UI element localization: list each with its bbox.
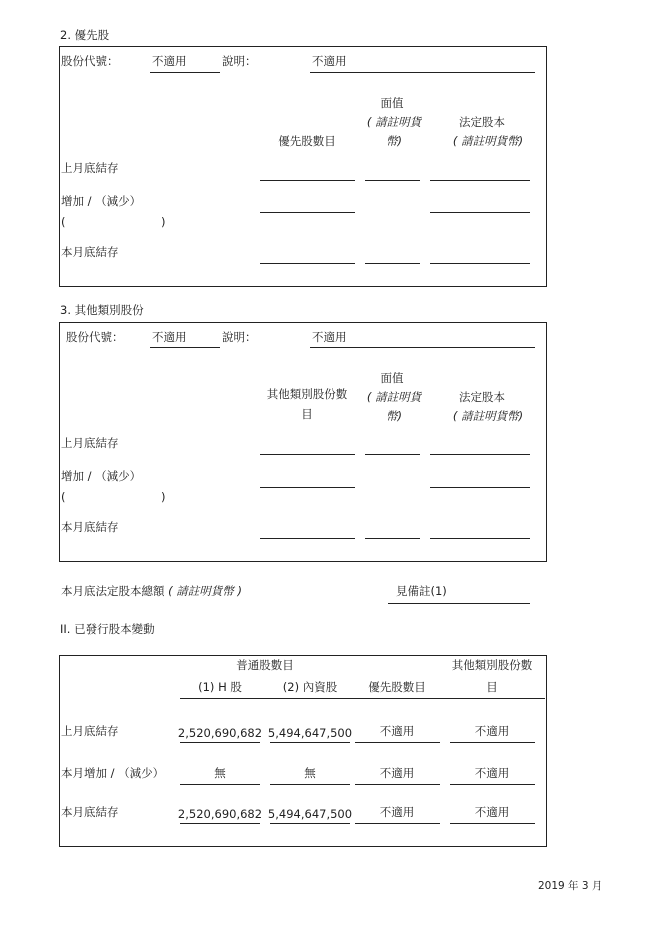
underline	[180, 784, 260, 785]
cell-h: 無	[214, 766, 226, 780]
cell-domestic: 5,494,647,500	[267, 726, 353, 740]
underline	[450, 784, 535, 785]
row-prev-balance: 上月底結存	[61, 161, 119, 175]
underline	[310, 72, 535, 73]
underline	[365, 180, 420, 181]
col-authorised-capital: 法定股本	[459, 115, 505, 129]
underline	[260, 538, 355, 539]
underline	[270, 784, 350, 785]
underline	[365, 538, 420, 539]
underline	[430, 263, 530, 264]
underline	[270, 742, 350, 743]
underline	[260, 487, 355, 488]
row-change: 增加 / （減少）	[61, 469, 142, 483]
underline	[450, 742, 535, 743]
total-authorised-label	[61, 584, 242, 598]
cell-other: 不適用	[474, 724, 510, 738]
col-other-shares: 目	[486, 680, 498, 694]
underline	[430, 538, 530, 539]
underline	[260, 180, 355, 181]
row-end-balance: 本月底結存	[61, 520, 119, 534]
col-preferred-shares: 優先股數目	[368, 680, 426, 694]
cell-other: 不適用	[474, 766, 510, 780]
col-other-shares: 其他類別股份數	[266, 387, 348, 401]
cell-preferred: 不適用	[379, 766, 415, 780]
total-note: ( 請註明貨幣 )	[168, 584, 242, 598]
underline	[430, 454, 530, 455]
col-par-note: ( 請註明貨	[366, 390, 422, 404]
underline	[388, 603, 530, 604]
col-authorised-capital: 法定股本	[459, 390, 505, 404]
underline	[270, 823, 350, 824]
paren-close: )	[161, 215, 166, 229]
underline	[180, 823, 260, 824]
col-group-ordinary: 普通股數目	[236, 658, 294, 672]
row-label: 上月底結存	[61, 724, 119, 738]
row-end-balance: 本月底結存	[61, 245, 119, 259]
stock-code-label: 股份代號：	[61, 54, 119, 68]
cell-h: 2,520,690,682	[177, 807, 263, 821]
col-authorised-note: ( 請註明貨幣)	[452, 134, 524, 148]
paren-open: (	[61, 215, 66, 229]
underline	[150, 347, 220, 348]
paren-open: (	[61, 490, 66, 504]
cell-domestic: 無	[304, 766, 316, 780]
underline	[260, 212, 355, 213]
description-value: 不適用	[312, 54, 347, 68]
stock-code-label: 股份代號：	[66, 330, 124, 344]
row-label: 本月底結存	[61, 805, 119, 819]
total-authorised-value: 見備註(1)	[396, 584, 447, 598]
paren-close: )	[161, 490, 166, 504]
cell-preferred: 不適用	[379, 805, 415, 819]
underline	[430, 487, 530, 488]
col-par-note: 幣)	[386, 134, 402, 148]
underline	[310, 347, 535, 348]
col-other-shares: 其他類別股份數	[451, 658, 533, 672]
cell-h: 2,520,690,682	[177, 726, 263, 740]
other-shares-box	[59, 322, 547, 562]
footer-date: 2019 年 3 月	[538, 880, 603, 892]
underline	[150, 72, 220, 73]
underline	[355, 823, 440, 824]
underline	[355, 784, 440, 785]
stock-code-value: 不適用	[152, 330, 187, 344]
header-rule	[180, 698, 545, 699]
col-preferred-shares: 優先股數目	[278, 134, 336, 148]
cell-domestic: 5,494,647,500	[267, 807, 353, 821]
cell-other: 不適用	[474, 805, 510, 819]
underline	[260, 454, 355, 455]
row-prev-balance: 上月底結存	[61, 436, 119, 450]
underline	[450, 823, 535, 824]
cell-preferred: 不適用	[379, 724, 415, 738]
underline	[430, 212, 530, 213]
col-par-note: ( 請註明貨	[366, 115, 422, 129]
col-other-shares: 目	[301, 407, 313, 421]
underline	[365, 263, 420, 264]
underline	[365, 454, 420, 455]
underline	[260, 263, 355, 264]
row-label: 本月增加 / （減少）	[61, 766, 165, 780]
row-change: 增加 / （減少）	[61, 194, 142, 208]
col-domestic-shares: (2) 內資股	[282, 680, 338, 694]
col-authorised-note: ( 請註明貨幣)	[452, 409, 524, 423]
col-par-value: 面值	[380, 371, 404, 385]
section-title-other: 3. 其他類別股份	[60, 303, 144, 317]
underline	[430, 180, 530, 181]
underline	[180, 742, 260, 743]
col-par-value: 面值	[380, 96, 404, 110]
section-title-preferred: 2. 優先股	[60, 28, 110, 42]
col-h-shares: (1) H 股	[198, 680, 242, 694]
description-label: 說明：	[222, 330, 257, 344]
preferred-shares-box	[59, 46, 547, 287]
description-value: 不適用	[312, 330, 347, 344]
description-label: 說明：	[222, 54, 257, 68]
col-par-note: 幣)	[386, 409, 402, 423]
total-label: 本月底法定股本總額	[61, 584, 165, 598]
stock-code-value: 不適用	[152, 54, 187, 68]
section-title-issued: II. 已發行股本變動	[60, 622, 155, 636]
underline	[355, 742, 440, 743]
